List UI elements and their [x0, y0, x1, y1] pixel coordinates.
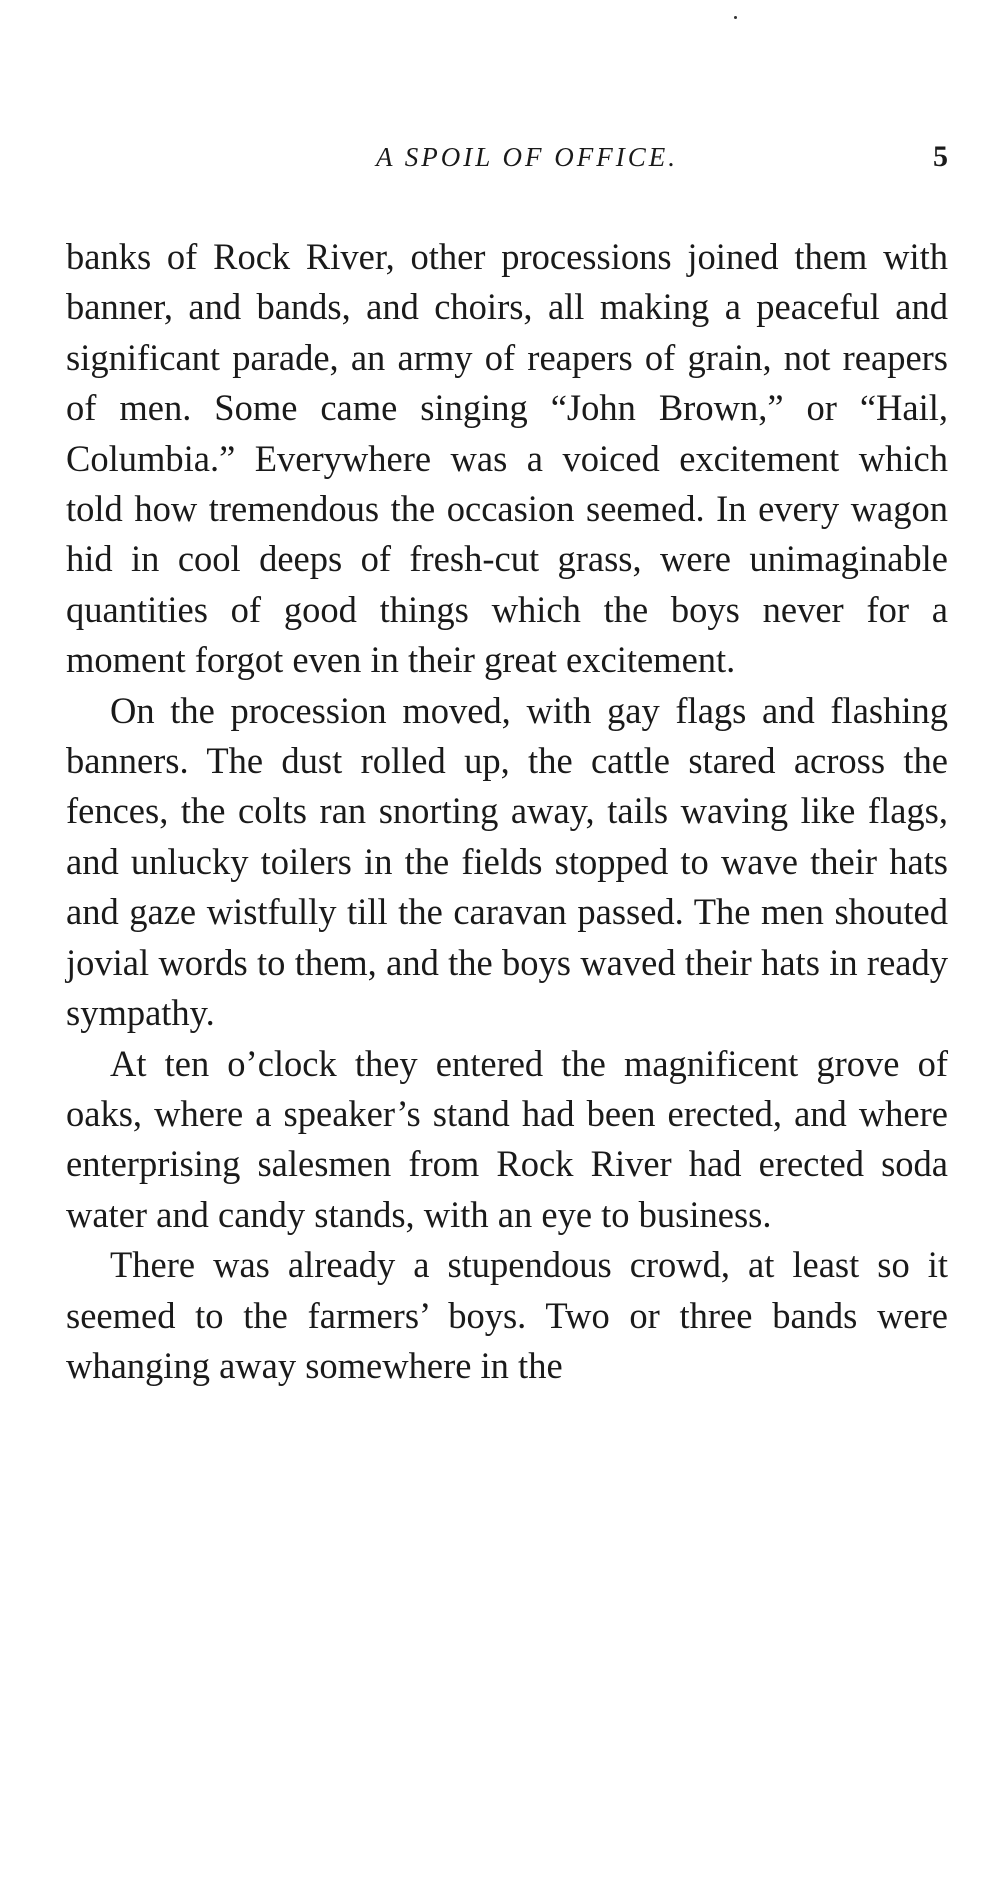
paragraph-grove: At ten o’clock they entered the magnificent grove of oaks, where a speaker’s stand had been erected, and where enterprising salesmen from Rock River had erected soda water and candy stands, with an eye to business. — [66, 1042, 948, 1235]
paragraph-procession: On the procession moved, with gay flags and flashing banners. The dust rolled up, the cattle stared across the fences, the colts ran snorting away, tails waving like flags, and unlucky toilers in the fields stopped to wave their hats and gaze wistfully till the caravan passed. The men shouted jovial words to them, and the boys waved their hats in ready sympathy. — [66, 689, 948, 1034]
paragraph-continuation: banks of Rock River, other processions joined them with banner, and bands, and choirs, all making a peaceful and significant parade, an army of reapers of grain, not reapers of men. Some came singing “John Brown,” or “Hail, Columbia.” Everywhere was a voiced excitement which told how tremendous the occasion seemed. In every wagon hid in cool deeps of fresh-cut grass, were unimaginable quantities of good things which the boys never for a moment forgot even in their great excitement. — [66, 236, 948, 681]
running-head — [66, 142, 948, 182]
print-speck — [734, 16, 737, 19]
paragraph-crowd: There was already a stupendous crowd, at least so it seemed to the farmers’ boys. Two or three bands were whanging away somewhere in the — [66, 1244, 948, 1386]
running-title: A SPOIL OF OFFICE. — [376, 142, 678, 172]
page-number: 5 — [933, 140, 948, 173]
body-text — [66, 232, 948, 1391]
